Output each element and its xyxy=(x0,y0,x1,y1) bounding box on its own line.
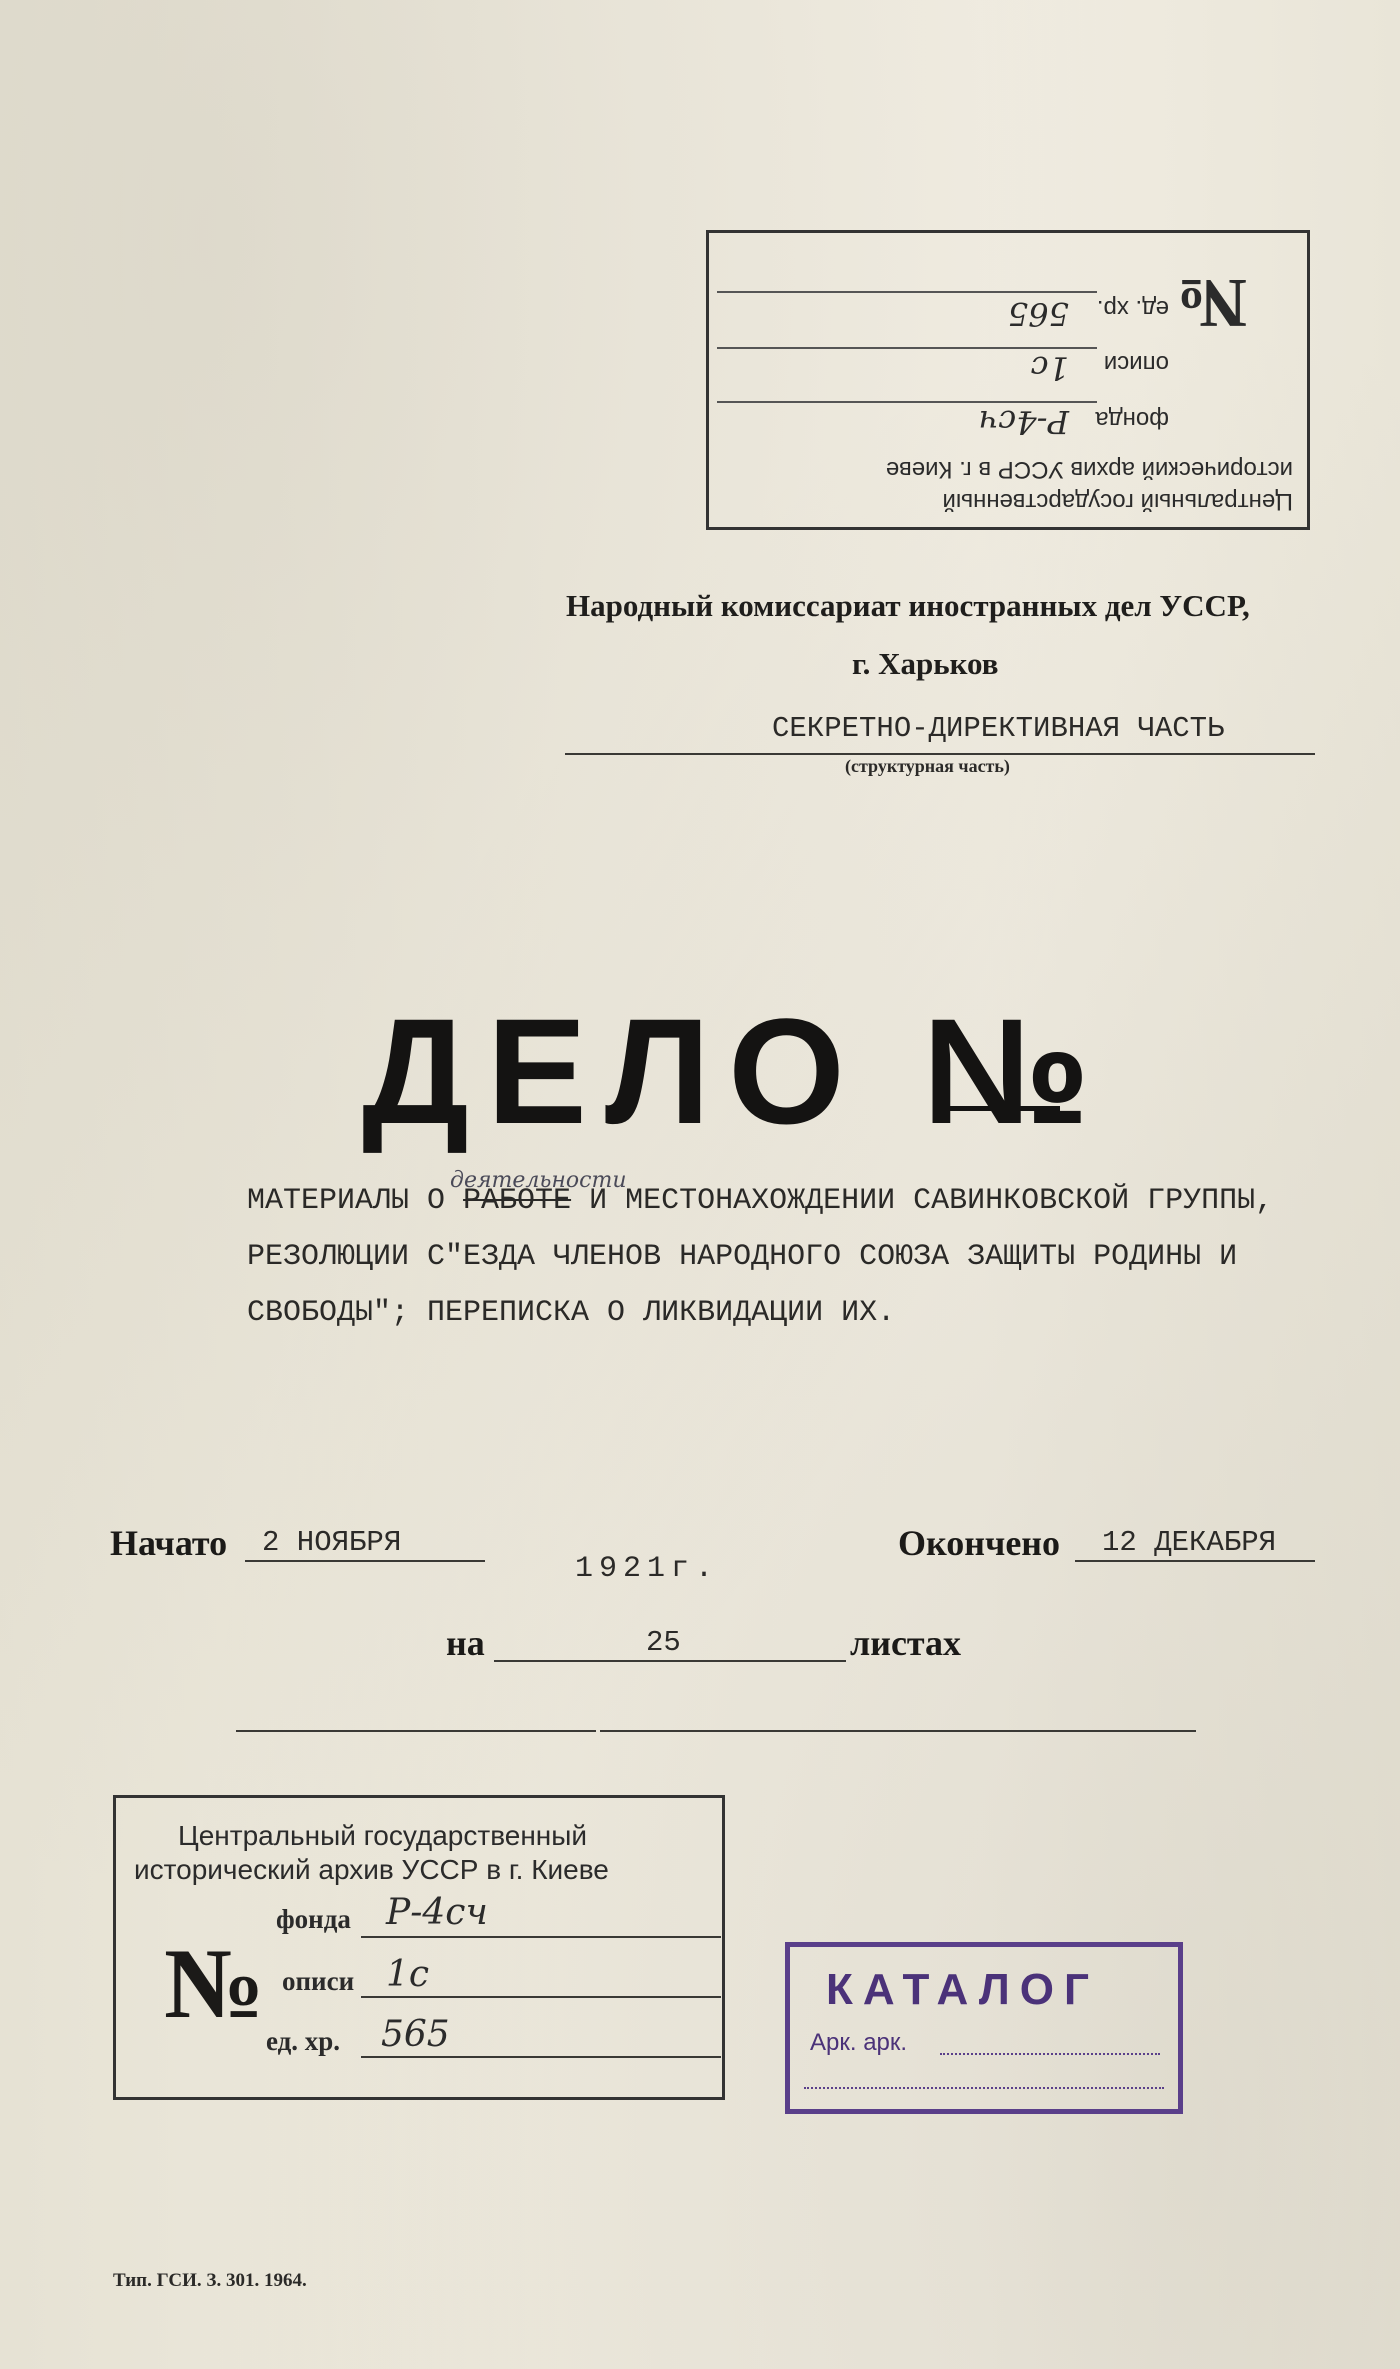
started-label: Начато xyxy=(110,1523,228,1563)
catalog-ark-label: Арк. арк. xyxy=(810,2029,908,2056)
department-caption: (структурная часть) xyxy=(845,756,1010,776)
stamp-top-line2: исторический архив УССР в г. Киеве xyxy=(885,456,1293,483)
year: 1921г. xyxy=(575,1552,720,1586)
description-line-1 xyxy=(247,1184,1273,1218)
stamp-number-sign: № xyxy=(164,1928,265,2039)
stamp-opis-value: 1с xyxy=(386,1954,430,1995)
stamp-top-fond-value: Р-4сч xyxy=(978,403,1069,441)
stamp-line1: Центральный государственный xyxy=(178,1820,588,1851)
department-name: СЕКРЕТНО-ДИРЕКТИВНАЯ ЧАСТЬ xyxy=(772,712,1225,745)
blank-line-left xyxy=(236,1730,596,1732)
sheets-listah-label: листах xyxy=(850,1623,962,1663)
file-number-blank xyxy=(950,1106,1060,1111)
catalog-stamp xyxy=(785,1942,1183,2114)
description-line-2: РЕЗОЛЮЦИИ С"ЕЗДА ЧЛЕНОВ НАРОДНОГО СОЮЗА ЗАЩИТЫ РОДИНЫ И xyxy=(247,1240,1238,1274)
sheets-underline xyxy=(494,1660,846,1662)
stamp-fond-value: Р-4сч xyxy=(386,1892,488,1933)
file-title: ДЕЛО № xyxy=(362,987,1108,1155)
archive-stamp xyxy=(113,1795,725,2100)
sheets-na-label: на xyxy=(446,1623,485,1663)
ended-underline xyxy=(1075,1560,1315,1562)
stamp-opis-line xyxy=(361,1996,721,1998)
description-line1-post: И МЕСТОНАХОЖДЕНИИ САВИНКОВСКОЙ ГРУППЫ, xyxy=(571,1184,1274,1218)
stamp-ed-line xyxy=(361,2056,721,2058)
department-underline xyxy=(565,753,1315,755)
stamp-top-fond-label: фонда xyxy=(1095,406,1169,433)
stamp-ed-value: 565 xyxy=(381,2014,450,2055)
started-underline xyxy=(245,1560,485,1562)
catalog-title: КАТАЛОГ xyxy=(826,1965,1099,2014)
ended-value: 12 ДЕКАБРЯ xyxy=(1102,1526,1277,1559)
description-struck-word: РАБОТЕ xyxy=(463,1184,572,1218)
stamp-top-number-sign: № xyxy=(1176,264,1247,341)
archive-stamp-inverted xyxy=(706,230,1310,530)
sheets-count: 25 xyxy=(646,1626,681,1659)
org-city: г. Харьков xyxy=(852,646,999,681)
ended-label: Окончено xyxy=(898,1523,1061,1563)
inserted-word: деятельности xyxy=(450,1168,627,1193)
catalog-ark-line xyxy=(940,2053,1160,2055)
blank-line-right xyxy=(600,1730,1196,1732)
catalog-second-line xyxy=(804,2087,1164,2089)
stamp-top-ed-value: 565 xyxy=(1007,295,1069,333)
stamp-top-line1: Центральный государственный xyxy=(942,488,1293,515)
stamp-top-opis-value: 1с xyxy=(1030,349,1069,387)
description-line-3: СВОБОДЫ"; ПЕРЕПИСКА О ЛИКВИДАЦИИ ИХ. xyxy=(247,1296,896,1330)
stamp-line2: исторический архив УССР в г. Киеве xyxy=(134,1854,609,1885)
print-info: Тип. ГСИ. З. 301. 1964. xyxy=(113,2270,307,2291)
stamp-ed-label: ед. хр. xyxy=(266,2026,341,2056)
stamp-fond-line xyxy=(361,1936,721,1938)
stamp-opis-label: описи xyxy=(282,1966,355,1996)
stamp-fond-label: фонда xyxy=(276,1904,351,1934)
org-name: Народный комиссариат иностранных дел УССР, xyxy=(566,588,1250,623)
description-line1-pre: МАТЕРИАЛЫ О xyxy=(247,1184,464,1218)
started-value: 2 НОЯБРЯ xyxy=(262,1526,402,1559)
stamp-top-ed-label: ед. хр. xyxy=(1096,295,1169,322)
stamp-top-opis-label: описи xyxy=(1103,350,1169,377)
